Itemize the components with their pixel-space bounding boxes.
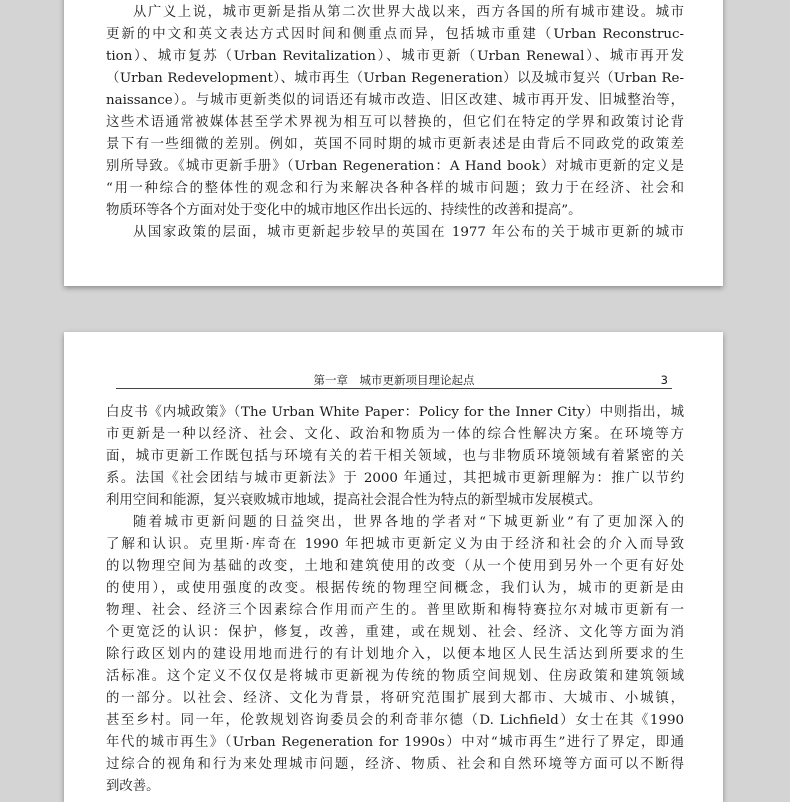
document-page-bottom (64, 332, 723, 802)
text-line: naissance）。与城市更新类似的词语还有城市改造、旧区改建、城市再开发、旧城整治等， (106, 93, 684, 108)
text-line: 到改善。 (106, 779, 160, 794)
text-line: 随着城市更新问题的日益突出，世界各地的学者对“下城更新业”有了更加深入的 (133, 515, 684, 530)
text-line: 物质环等各个方面对处于变化中的城市地区作出长远的、持续性的改善和提高”。 (106, 203, 582, 218)
body-text (106, 402, 684, 798)
text-line: 除行政区划内的建设用地而进行的有计划地介入，以便本地区人民生活达到所要求的生 (106, 647, 684, 662)
text-line: 市更新是一种以经济、社会、文化、政治和物质为一体的综合性解决方案。在环境等方 (106, 427, 684, 442)
running-header (116, 372, 672, 389)
text-line: 年代的城市再生》（Urban Regeneration for 1990s）中对“城市再生”进行了界定，即通 (106, 735, 684, 750)
text-line: 系。法国《社会团结与城市更新法》于 2000 年通过，其把城市更新理解为：推广以节约 (106, 471, 684, 486)
text-line: 活标准。这个定义不仅仅是将城市更新视为传统的物质空间规划、住房政策和建筑领域 (106, 669, 684, 684)
text-line: “用一种综合的整体性的观念和行为来解决各种各样的城市问题；致力于在经济、社会和 (106, 181, 684, 196)
text-line: 面，城市更新工作既包括与环境有关的若干相关领域，也与非物质环境领域有着紧密的关 (106, 449, 684, 464)
text-line: 景下有一些细微的差别。例如，英国不同时期的城市更新表述是由背后不同政党的政策差 (106, 137, 684, 152)
text-line: 过综合的视角和行为来处理城市问题，经济、物质、社会和自然环境等方面可以不断得 (106, 757, 684, 772)
text-line: 的使用），或使用强度的改变。根据传统的物理空间概念，我们认为，城市的更新是由 (106, 581, 684, 596)
text-line: 的一部分。以社会、经济、文化为背景，将研究范围扩展到大都市、大城市、小城镇， (106, 691, 684, 706)
text-line: 别所导致。《城市更新手册》（Urban Regeneration：A Hand book）对城市更新的定义是 (106, 159, 684, 174)
text-line: （Urban Redevelopment）、城市再生（Urban Regeneration）以及城市复兴（Urban Re- (106, 71, 684, 86)
text-line: 个更宽泛的认识：保护，修复，改善，重建，或在规划、社会、经济、文化等方面为消 (106, 625, 684, 640)
text-line: 白皮书《内城政策》（The Urban White Paper：Policy for the Inner City）中则指出，城 (106, 405, 684, 420)
text-line: 了解和认识。克里斯·库奇在 1990 年把城市更新定义为由于经济和社会的介入而导致 (106, 537, 684, 552)
text-line: 的以物理空间为基础的改变，土地和建筑使用的改变（从一个使用到另外一个更有好处 (106, 559, 684, 574)
text-line: tion）、城市复苏（Urban Revitalization）、城市更新（Urban Renewal）、城市再开发 (106, 49, 684, 64)
text-line: 更新的中文和英文表达方式因时间和侧重点而异，包括城市重建（Urban Reconstruc- (106, 27, 684, 42)
text-line: 物理、社会、经济三个因素综合作用而产生的。普里欧斯和梅特赛拉尔对城市更新有一 (106, 603, 684, 618)
text-line: 这些术语通常被媒体甚至学术界视为相互可以替换的，但它们在特定的学界和政策讨论背 (106, 115, 684, 130)
text-line: 利用空间和能源，复兴衰败城市地域，提高社会混合性为特点的新型城市发展模式。 (106, 493, 602, 508)
page-number: 3 (660, 373, 668, 387)
body-text (106, 2, 684, 244)
text-line: 从国家政策的层面，城市更新起步较早的英国在 1977 年公布的关于城市更新的城市 (133, 225, 684, 240)
text-line: 从广义上说，城市更新是指从第二次世界大战以来，西方各国的所有城市建设。城市 (133, 5, 684, 20)
document-page-top (64, 0, 723, 286)
text-line: 甚至乡村。同一年，伦敦规划咨询委员会的利奇菲尔德（D. Lichfield）女士在其《1990 (106, 713, 684, 728)
chapter-title: 第一章 城市更新项目理论起点 (313, 373, 475, 387)
